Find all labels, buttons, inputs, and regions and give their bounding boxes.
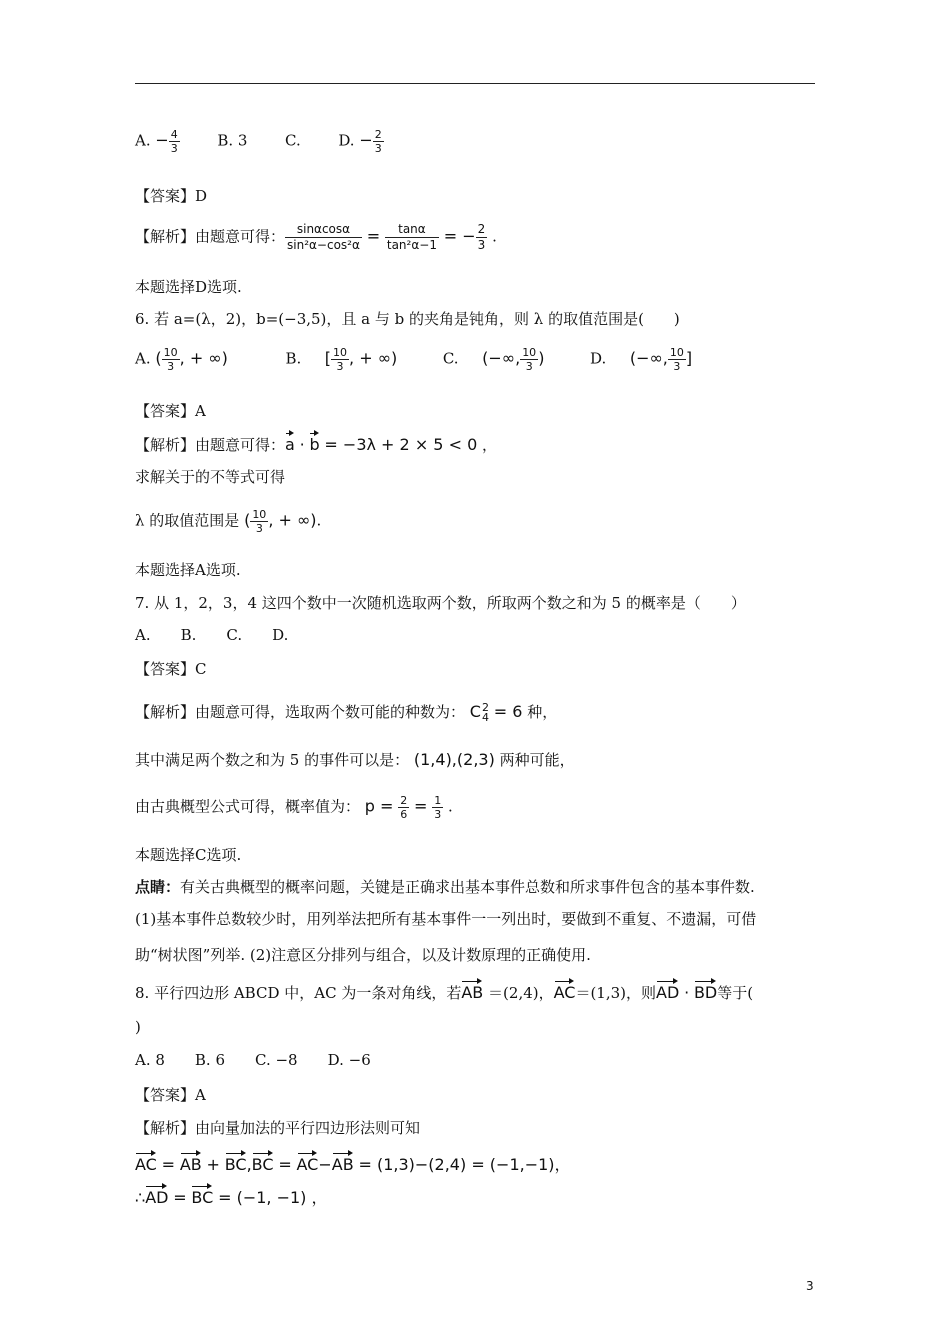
vector-a: a xyxy=(285,435,295,454)
q5-fraction-1: $\frac{\sin\alpha\cos\alpha}{\text{sin²α−cos²α}}$ xyxy=(287,222,360,252)
q5-opt-d-sign: − xyxy=(359,130,373,150)
q6-options: A. ( $\frac{10}{3}$ , + ∞) B. [ $\frac{10}{3}$ , + ∞) C. (−∞, $\frac{10}{3}$ ) D. (−∞, $\frac{10}{3}$ ] xyxy=(135,346,693,373)
q7-analysis-line3: 由古典概型公式可得，概率值为： p = $\frac{2}{6}$ = $\frac{1}{3}$ . xyxy=(135,794,453,821)
q7-fraction-2: $\frac{1}{3}$ xyxy=(434,794,442,821)
q6-opt-d-fraction: $\frac{10}{3}$ xyxy=(669,346,684,373)
q6-analysis-line3: λ 的取值范围是 ( $\frac{10}{3}$ , + ∞). xyxy=(135,508,322,535)
q5-opt-d-fraction: $\frac{2}{3}$ xyxy=(374,128,382,155)
q5-opt-a-fraction: $\frac{4}{3}$ xyxy=(170,128,178,155)
vector-ac: AC xyxy=(553,983,576,1002)
q5-fraction-3: $\frac{2}{3}$ xyxy=(477,222,486,252)
q5-opt-b: B. 3 xyxy=(217,131,248,150)
q7-answer: 【答案】C xyxy=(135,660,207,678)
vector-ab: AB xyxy=(461,983,484,1002)
q5-analysis: 【解析】由题意可得： $\frac{\sin\alpha\cos\alpha}{\text{sin²α−cos²α}}$ = $\frac{\tan\alpha}{\text{tan²α−1}}$ = − $\frac{2}{3}$ . xyxy=(135,222,497,252)
q7-conclusion: 本题选择C选项. xyxy=(135,846,242,864)
page-number: 3 xyxy=(806,1279,814,1293)
q6-opt-a-fraction: $\frac{10}{3}$ xyxy=(163,346,178,373)
q5-opt-a-sign: − xyxy=(155,130,169,150)
q7-analysis: 【解析】由题意可得，选取两个数可能的种数为： C 2 4 = 6 种， xyxy=(135,700,558,724)
vector-b: b xyxy=(309,435,320,454)
q6-analysis: 【解析】由题意可得：a · b = −3λ + 2 × 5 < 0 ， xyxy=(135,435,498,454)
vector-bd: BD xyxy=(693,983,718,1002)
q7-tip-line3: 助“树状图”列举. (2)注意区分排列与组合，以及计数原理的正确使用. xyxy=(135,946,591,964)
q7-tip: 点睛：有关古典概型的概率问题，关键是正确求出基本事件总数和所求事件包含的基本事件数. xyxy=(135,878,755,896)
q6-opt-c-fraction: $\frac{10}{3}$ xyxy=(522,346,537,373)
q6-opt-b-fraction: $\frac{10}{3}$ xyxy=(333,346,348,373)
q6-answer: 【答案】A xyxy=(135,402,206,420)
q7-fraction-1: $\frac{2}{6}$ xyxy=(400,794,408,821)
q5-opt-c: C. xyxy=(285,131,301,150)
tip-label: 点睛： xyxy=(135,878,181,896)
q8-stem: 8. 平行四边形 ABCD 中，AC 为一条对角线，若AB ＝(2,4)，AC＝(1,3)，则AD · BD等于( xyxy=(135,983,754,1002)
q7-analysis-line2: 其中满足两个数之和为 5 的事件可以是： (1,4),(2,3) 两种可能， xyxy=(135,750,575,769)
q8-answer: 【答案】A xyxy=(135,1086,206,1104)
q6-result-fraction: $\frac{10}{3}$ xyxy=(252,508,267,535)
q6-conclusion: 本题选择A选项. xyxy=(135,561,241,579)
combination-symbol: C 2 4 xyxy=(469,700,489,724)
q5-options: A. − $\frac{4}{3}$ B. 3 C. D. − $\frac{2}{3}$ xyxy=(135,128,382,155)
q8-equation-2: ∴AD = BC = (−1, −1) ， xyxy=(135,1188,328,1207)
q8-options: A. 8 B. 6 C. −8 D. −6 xyxy=(135,1051,371,1069)
q8-stem-close: ) xyxy=(135,1018,141,1036)
q8-analysis: 【解析】由向量加法的平行四边形法则可知 xyxy=(135,1119,421,1137)
q5-fraction-2: $\frac{\tan\alpha}{\text{tan²α−1}}$ xyxy=(386,222,437,252)
header-rule xyxy=(135,83,815,84)
q6-analysis-line2: 求解关于的不等式可得 xyxy=(135,468,286,486)
q7-stem: 7. 从 1，2，3，4 这四个数中一次随机选取两个数，所取两个数之和为 5 的概率是（ ） xyxy=(135,594,746,612)
q5-conclusion: 本题选择D选项. xyxy=(135,278,242,296)
q6-stem: 6. 若 a=(λ，2)，b=(−3,5)，且 a 与 b 的夹角是钝角，则 λ 的取值范围是( ) xyxy=(135,310,680,328)
q7-tip-line2: (1)基本事件总数较少时，用列举法把所有基本事件一一列出时，要做到不重复、不遗漏，可借 xyxy=(135,910,757,928)
q7-options: A. B. C. D. xyxy=(135,626,289,644)
q8-equation-1: AC = AB + BC,BC = AC−AB = (1,3)−(2,4) = (−1,−1)， xyxy=(135,1155,571,1174)
vector-ad: AD xyxy=(656,983,680,1002)
q5-answer: 【答案】D xyxy=(135,187,208,205)
